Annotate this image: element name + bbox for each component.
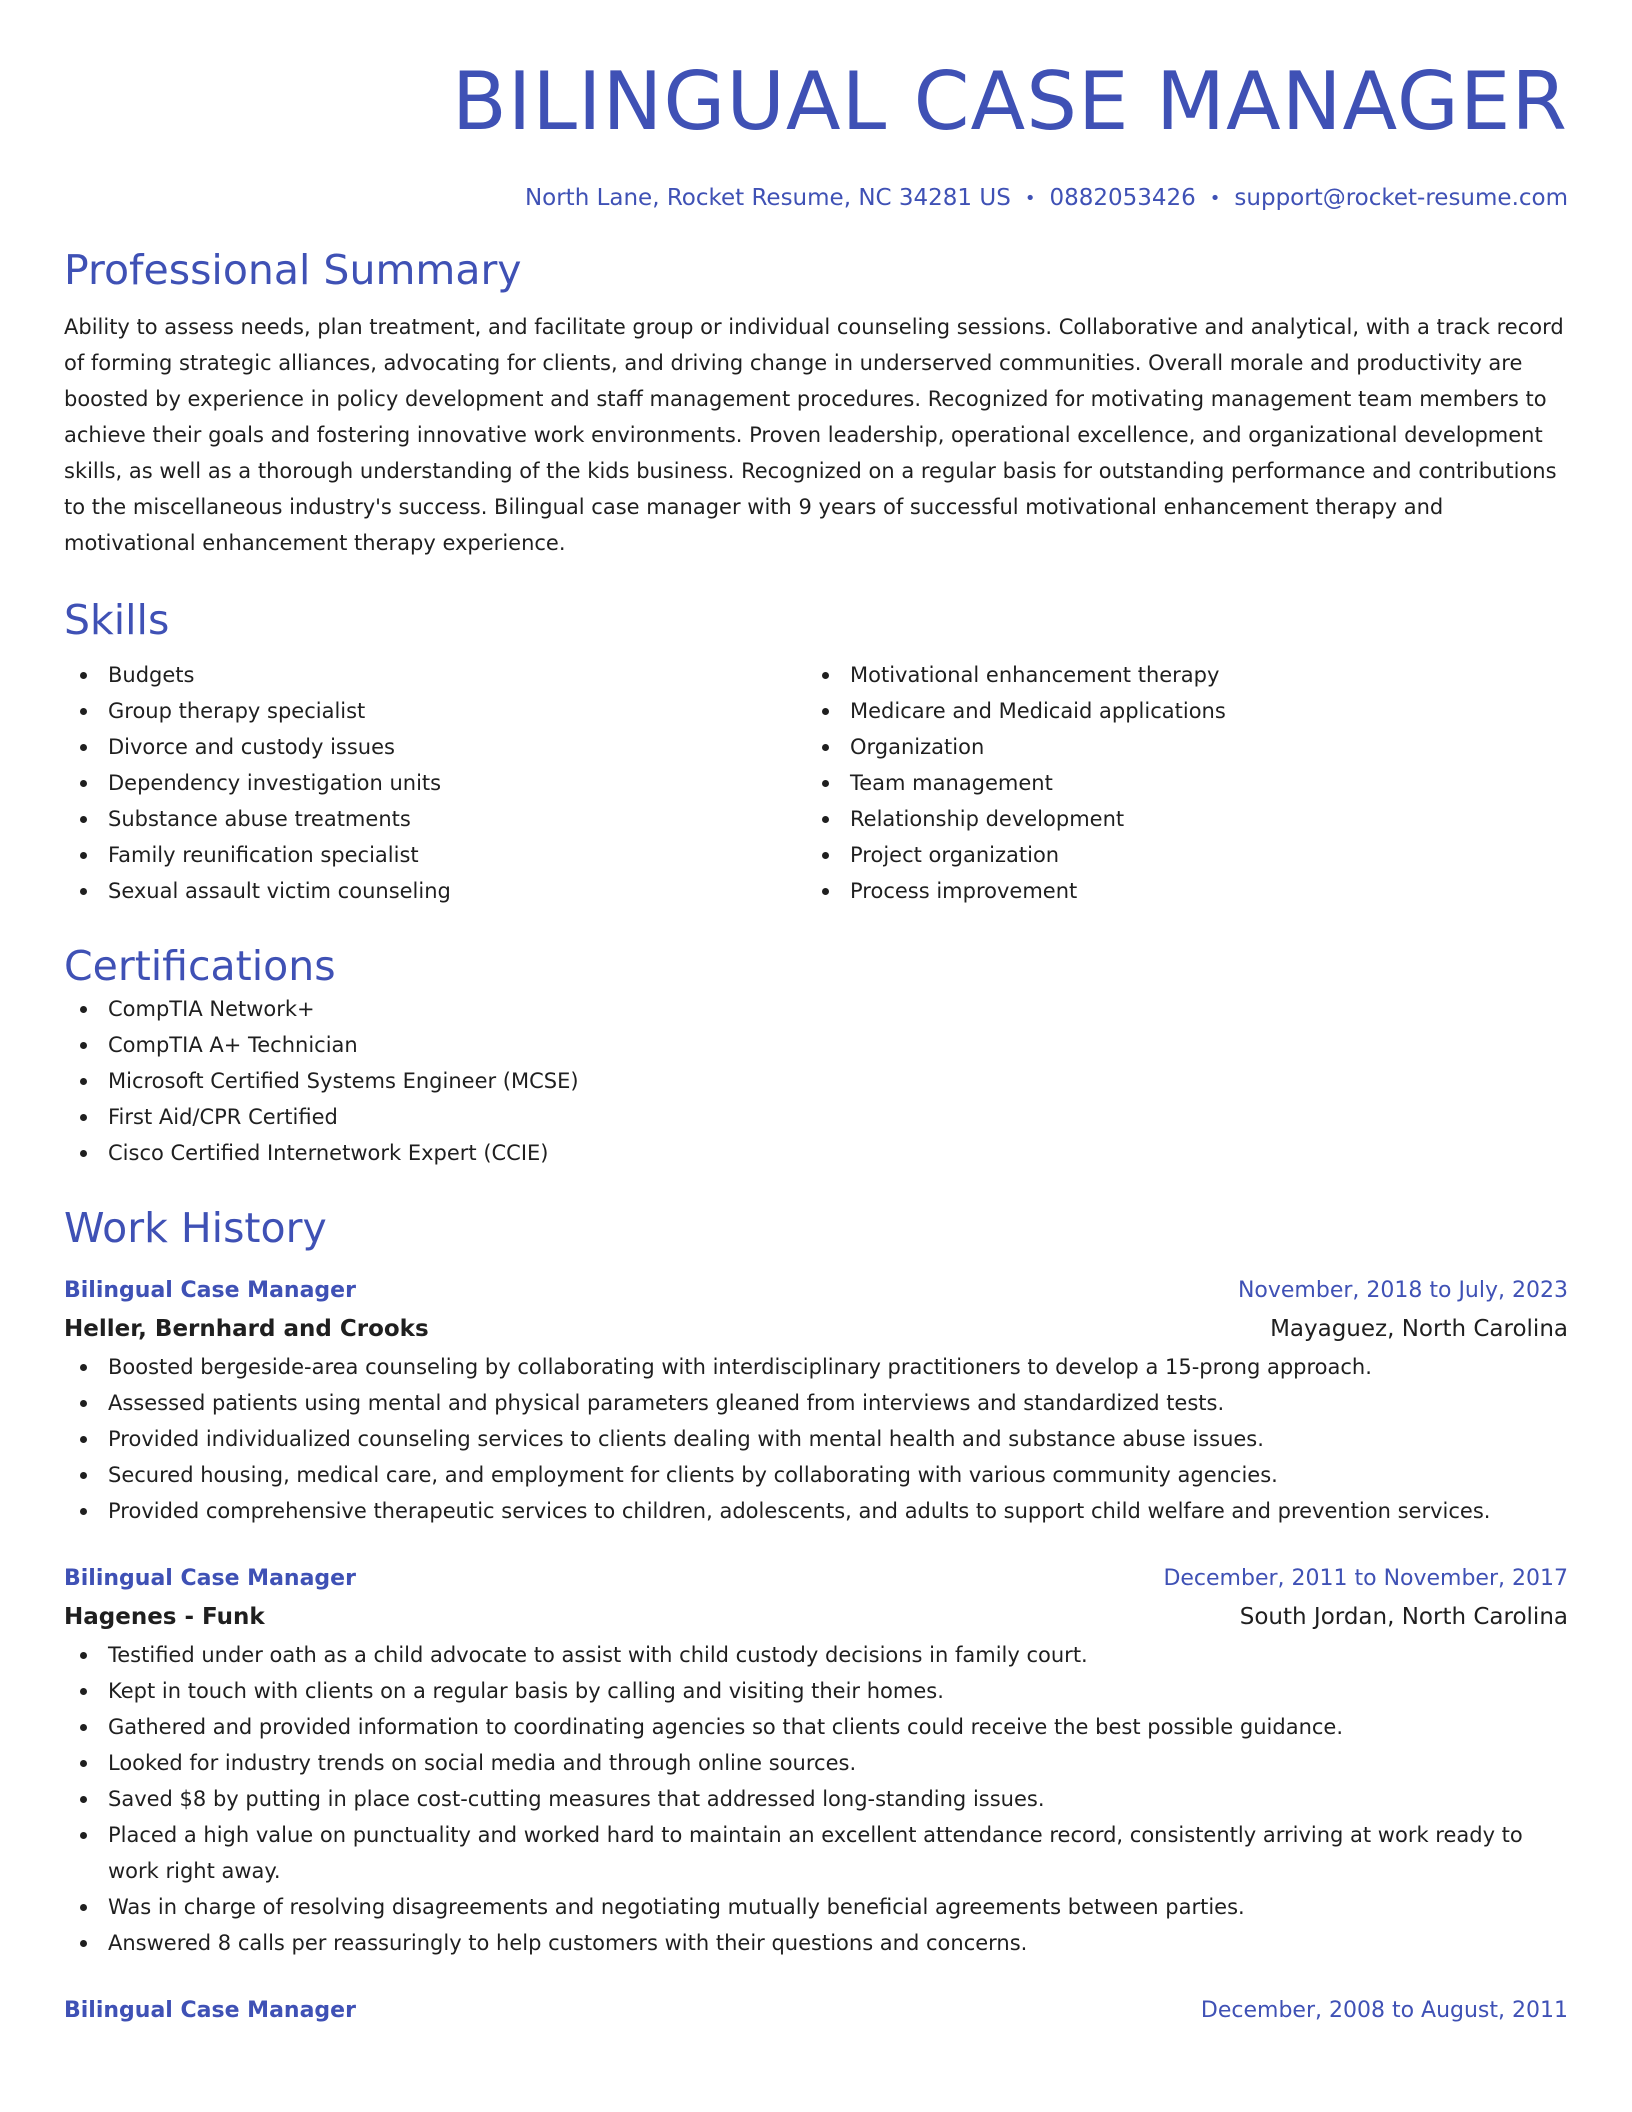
job-company: Hagenes - Funk: [64, 1604, 265, 1630]
certifications-heading: Certifications: [64, 942, 336, 990]
skill-item: Medicare and Medicaid applications: [806, 693, 1568, 729]
skills-columns: [64, 657, 1568, 909]
job-title-row: [64, 1273, 1568, 1309]
certifications-section: [64, 941, 1568, 1171]
job-entry: [64, 1273, 1568, 1529]
skill-item: Organization: [806, 729, 1568, 765]
skill-item: Motivational enhancement therapy: [806, 657, 1568, 693]
contact-separator: •: [1024, 188, 1036, 209]
work-history-section: [64, 1203, 1568, 2029]
certification-item: First Aid/CPR Certified: [64, 1099, 1568, 1135]
skill-item: Divorce and custody issues: [64, 729, 806, 765]
summary-heading: Professional Summary: [64, 246, 522, 294]
contact-phone[interactable]: 0882053426: [1049, 185, 1196, 211]
job-bullet: Secured housing, medical care, and employment for clients by collaborating with various community agencies.: [64, 1457, 1568, 1493]
contact-separator: •: [1209, 188, 1221, 209]
job-dates: December, 2011 to November, 2017: [1163, 1566, 1568, 1591]
job-bullet: Testified under oath as a child advocate to assist with child custody decisions in family court.: [64, 1637, 1568, 1673]
job-company-row: [64, 1597, 1568, 1637]
job-bullet: Looked for industry trends on social media and through online sources.: [64, 1745, 1568, 1781]
job-bullet: Provided individualized counseling services to clients dealing with mental health and substance abuse issues.: [64, 1421, 1568, 1457]
job-bullets: [64, 1637, 1568, 1961]
job-bullet: Kept in touch with clients on a regular basis by calling and visiting their homes.: [64, 1673, 1568, 1709]
certification-item: Cisco Certified Internetwork Expert (CCIE): [64, 1135, 1568, 1171]
contact-address: North Lane, Rocket Resume, NC 34281 US: [524, 185, 1011, 211]
certification-item: Microsoft Certified Systems Engineer (MCSE): [64, 1063, 1568, 1099]
job-entry: [64, 1993, 1568, 2029]
skills-section: [64, 595, 1568, 909]
job-entry: [64, 1561, 1568, 1961]
job-title: Bilingual Case Manager: [64, 1278, 356, 1303]
skill-item: Budgets: [64, 657, 806, 693]
job-title: Bilingual Case Manager: [64, 1566, 356, 1591]
skill-item: Relationship development: [806, 801, 1568, 837]
job-bullet: Assessed patients using mental and physical parameters gleaned from interviews and standardized tests.: [64, 1385, 1568, 1421]
job-bullets: [64, 1349, 1568, 1529]
summary-text: Ability to assess needs, plan treatment, and facilitate group or individual counseling sessions. Collaborative and analytical, with a track record of forming strategic alliances, advocating for clients, and driving change in underserved communities. Overall morale and productivity are boosted by experience in policy development and staff management procedures. Recognized for motivating management team members to achieve their goals and fostering innovative work environments. Proven leadership, operational excellence, and organizational development skills, as well as a thorough understanding of the kids business. Recognized on a regular basis for outstanding performance and contributions to the miscellaneous industry's success. Bilingual case manager with 9 years of successful motivational enhancement therapy and motivational enhancement therapy experience.: [64, 315, 1564, 555]
summary-section: [64, 245, 1568, 561]
skill-item: Process improvement: [806, 873, 1568, 909]
contact-line: [64, 182, 1568, 215]
skill-item: Project organization: [806, 837, 1568, 873]
job-bullet: Saved $8 by putting in place cost-cutting measures that addressed long-standing issues.: [64, 1781, 1568, 1817]
job-bullet: Placed a high value on punctuality and worked hard to maintain an excellent attendance record, consistently arriving at work ready to work right away.: [64, 1817, 1568, 1889]
job-bullet: Provided comprehensive therapeutic services to children, adolescents, and adults to support child welfare and prevention services.: [64, 1493, 1568, 1529]
job-bullet: Gathered and provided information to coordinating agencies so that clients could receive the best possible guidance.: [64, 1709, 1568, 1745]
skill-item: Team management: [806, 765, 1568, 801]
skills-list-left: [64, 657, 806, 909]
job-location: South Jordan, North Carolina: [1239, 1604, 1568, 1630]
job-dates: November, 2018 to July, 2023: [1237, 1278, 1568, 1303]
job-company-row: [64, 1309, 1568, 1349]
job-dates: December, 2008 to August, 2011: [1200, 1998, 1568, 2023]
job-bullet: Was in charge of resolving disagreements and negotiating mutually beneficial agreements between parties.: [64, 1889, 1568, 1925]
skill-item: Dependency investigation units: [64, 765, 806, 801]
skill-item: Family reunification specialist: [64, 837, 806, 873]
job-title: Bilingual Case Manager: [64, 1998, 356, 2023]
candidate-title: BILINGUAL CASE MANAGER: [451, 55, 1568, 148]
resume-header: [64, 0, 1568, 215]
job-location: Mayaguez, North Carolina: [1270, 1316, 1568, 1342]
skill-item: Substance abuse treatments: [64, 801, 806, 837]
skill-item: Group therapy specialist: [64, 693, 806, 729]
skills-list-right: [806, 657, 1568, 909]
certifications-list: [64, 991, 1568, 1171]
job-title-row: [64, 1993, 1568, 2029]
certification-item: CompTIA Network+: [64, 991, 1568, 1027]
job-bullet: Answered 8 calls per reassuringly to help customers with their questions and concerns.: [64, 1925, 1568, 1961]
certification-item: CompTIA A+ Technician: [64, 1027, 1568, 1063]
work-history-heading: Work History: [64, 1204, 327, 1252]
contact-email[interactable]: support@rocket-resume.com: [1234, 185, 1568, 211]
skill-item: Sexual assault victim counseling: [64, 873, 806, 909]
job-title-row: [64, 1561, 1568, 1597]
job-company: Heller, Bernhard and Crooks: [64, 1316, 429, 1342]
job-bullet: Boosted bergeside-area counseling by collaborating with interdisciplinary practitioners to develop a 15-prong approach.: [64, 1349, 1568, 1385]
skills-heading: Skills: [64, 596, 170, 644]
